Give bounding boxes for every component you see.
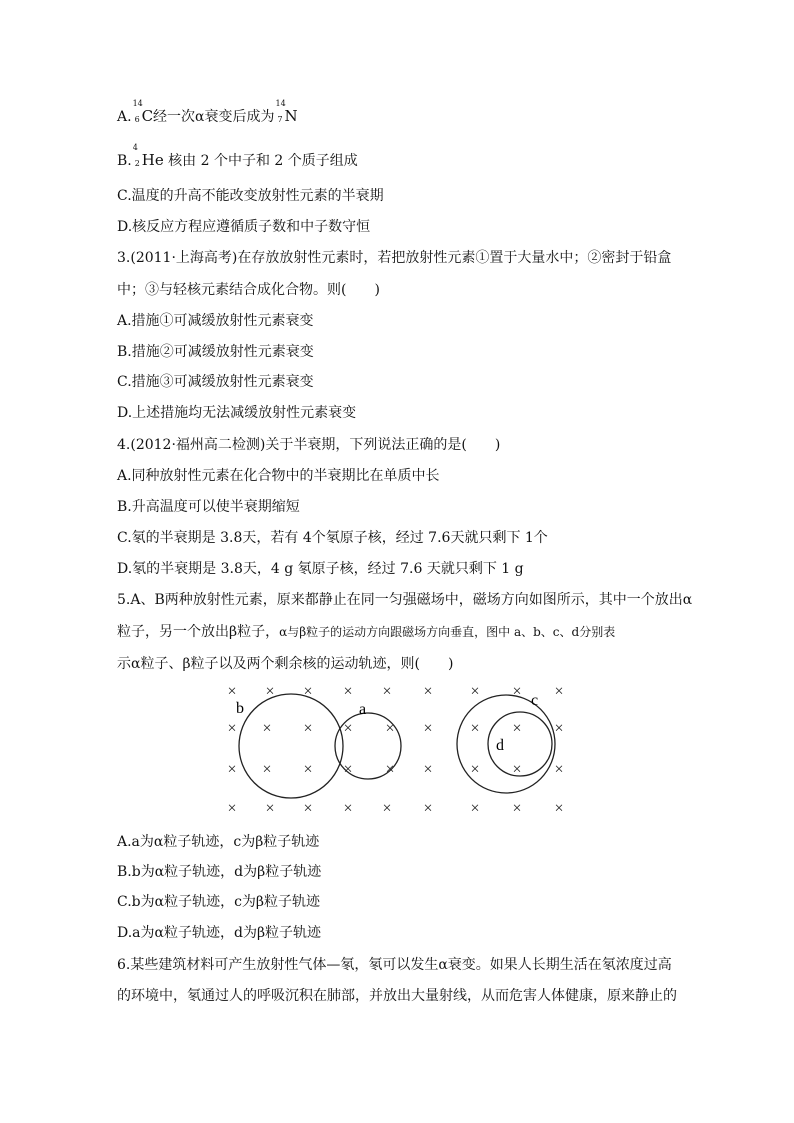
atomic-number: 2	[134, 159, 140, 168]
element-symbol: He	[141, 151, 164, 169]
option-c-line: C.温度的升高不能改变放射性元素的半衰期	[117, 188, 384, 204]
field-cross-mark: ×	[227, 720, 237, 737]
question-4-option-c: C.氡的半衰期是 3.8天，若有 4个氡原子核，经过 7.6天就只剩下 1个	[117, 530, 548, 546]
atomic-number: 7	[277, 115, 283, 124]
track-label-b: b	[236, 700, 244, 717]
field-cross-mark: ×	[265, 683, 275, 700]
mass-number: 14	[275, 99, 286, 108]
stem-text: 粒子，另一个放出β粒子，	[117, 624, 280, 640]
field-cross-mark: ×	[423, 800, 433, 817]
field-cross-mark: ×	[423, 761, 433, 778]
field-cross-mark: ×	[423, 683, 433, 700]
option-text: 经一次α衰变后成为	[153, 109, 275, 125]
carbon-14-nuclide	[132, 99, 154, 127]
question-4-option-b: B.升高温度可以使半衰期缩短	[117, 499, 300, 515]
track-b-circle	[239, 694, 343, 798]
mass-number: 14	[132, 99, 143, 108]
helium-4-nuclide	[132, 143, 164, 171]
field-cross-mark: ×	[470, 761, 480, 778]
track-a-circle	[335, 713, 401, 779]
field-cross-mark: ×	[512, 720, 522, 737]
option-d-line: D.核反应方程应遵循质子数和中子数守恒	[117, 219, 371, 235]
field-cross-mark: ×	[385, 720, 395, 737]
question-5-option-b: B.b为α粒子轨迹，d为β粒子轨迹	[117, 864, 322, 880]
field-cross-mark: ×	[227, 683, 237, 700]
field-cross-mark: ×	[343, 720, 353, 737]
option-a-line	[117, 99, 298, 127]
question-4-stem: 4.(2012·福州高二检测)关于半衰期，下列说法正确的是( )	[117, 437, 501, 453]
field-cross-mark: ×	[343, 761, 353, 778]
question-4-option-d: D.氡的半衰期是 3.8天，4 g 氡原子核，经过 7.6 天就只剩下 1 g	[117, 561, 524, 577]
question-3-stem-line2: 中；③与轻核元素结合成化合物。则( )	[117, 282, 380, 298]
field-cross-mark: ×	[470, 720, 480, 737]
question-5-option-a: A.a为α粒子轨迹，c为β粒子轨迹	[117, 834, 320, 850]
option-prefix: A.	[117, 109, 132, 125]
track-label-c: c	[531, 692, 539, 709]
question-3-option-c: C.措施③可减缓放射性元素衰变	[117, 374, 314, 390]
track-label-d: d	[496, 737, 504, 754]
field-cross-mark: ×	[303, 683, 313, 700]
question-5-stem-line1: 5.A、B两种放射性元素，原来都静止在同一匀强磁场中，磁场方向如图所示，其中一个放出α	[117, 592, 693, 608]
field-cross-mark: ×	[554, 720, 564, 737]
field-cross-mark: ×	[303, 800, 313, 817]
option-text: 核由 2 个中子和 2 个质子组成	[168, 153, 358, 169]
field-cross-mark: ×	[512, 683, 522, 700]
field-cross-mark: ×	[303, 720, 313, 737]
field-cross-mark: ×	[343, 683, 353, 700]
field-cross-mark: ×	[303, 761, 313, 778]
question-3-option-b: B.措施②可减缓放射性元素衰变	[117, 344, 314, 360]
field-cross-mark: ×	[385, 761, 395, 778]
question-4-option-a: A.同种放射性元素在化合物中的半衰期比在单质中长	[117, 468, 440, 484]
field-cross-mark: ×	[227, 761, 237, 778]
track-label-a: a	[359, 701, 367, 718]
question-3-option-a: A.措施①可减缓放射性元素衰变	[117, 313, 314, 329]
element-symbol: N	[284, 107, 298, 125]
track-c-circle	[457, 695, 555, 793]
question-3-option-d: D.上述措施均无法减缓放射性元素衰变	[117, 405, 357, 421]
field-cross-mark: ×	[554, 800, 564, 817]
question-5-option-c: C.b为α粒子轨迹，c为β粒子轨迹	[117, 894, 321, 910]
field-cross-mark: ×	[382, 683, 392, 700]
field-cross-mark: ×	[262, 761, 272, 778]
nitrogen-14-nuclide	[275, 99, 298, 127]
mass-number: 4	[132, 143, 138, 152]
field-cross-mark: ×	[512, 800, 522, 817]
field-cross-mark: ×	[512, 761, 522, 778]
field-cross-mark: ×	[227, 800, 237, 817]
field-cross-mark: ×	[262, 720, 272, 737]
option-b-line	[117, 143, 358, 171]
field-cross-mark: ×	[470, 683, 480, 700]
question-3-stem-line1: 3.(2011·上海高考)在存放放射性元素时，若把放射性元素①置于大量水中；②密封于铅盒	[117, 250, 672, 266]
magnetic-field-figure	[222, 678, 574, 818]
question-6-stem-line2: 的环境中，氡通过人的呼吸沉积在肺部，并放出大量射线，从而危害人体健康，原来静止的	[117, 988, 677, 1004]
field-cross-mark: ×	[382, 800, 392, 817]
field-cross-mark: ×	[554, 761, 564, 778]
element-symbol: C	[141, 107, 154, 125]
stem-text-small: α与β粒子的运动方向跟磁场方向垂直，图中 a、b、c、d分别表	[279, 625, 616, 639]
field-cross-mark: ×	[470, 800, 480, 817]
question-6-stem-line1: 6.某些建筑材料可产生放射性气体—氡，氡可以发生α衰变。如果人长期生活在氡浓度过高	[117, 957, 672, 973]
question-5-option-d: D.a为α粒子轨迹，d为β粒子轨迹	[117, 925, 322, 941]
field-cross-mark: ×	[343, 800, 353, 817]
field-cross-mark: ×	[265, 800, 275, 817]
question-5-stem-line2	[117, 622, 615, 642]
atomic-number: 6	[134, 115, 140, 124]
field-cross-mark: ×	[423, 720, 433, 737]
question-5-stem-line3: 示α粒子、β粒子以及两个剩余核的运动轨迹，则( )	[117, 656, 454, 672]
option-prefix: B.	[117, 153, 132, 169]
field-cross-mark: ×	[554, 683, 564, 700]
